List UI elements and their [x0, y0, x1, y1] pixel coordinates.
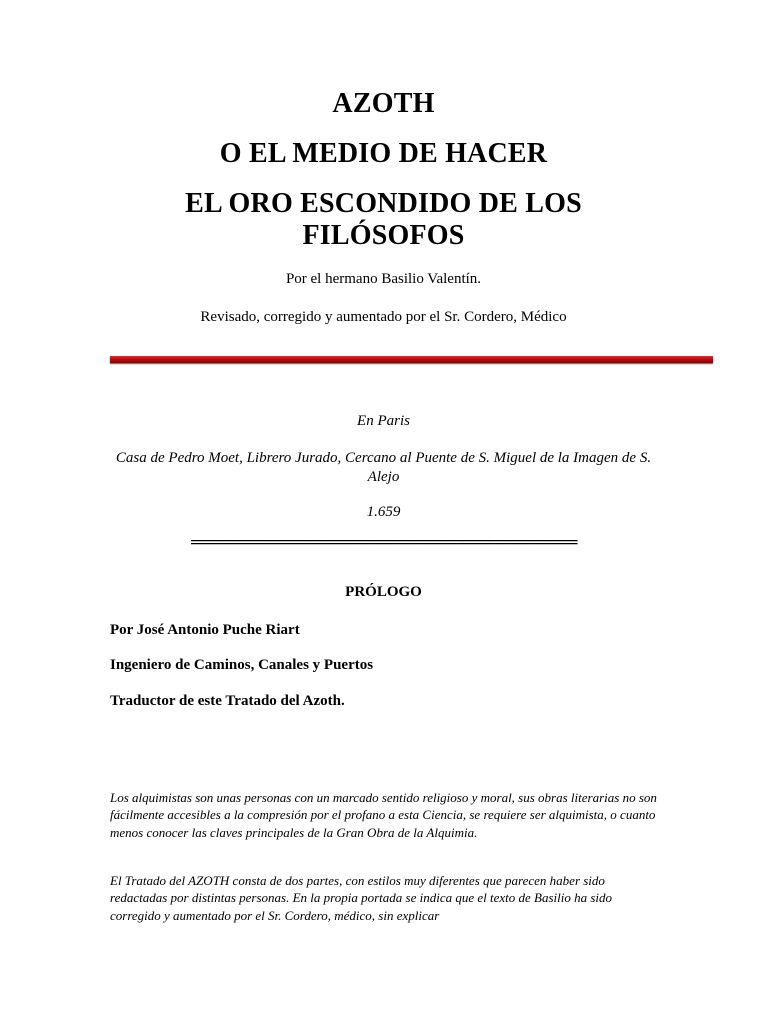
- author-line: Por el hermano Basilio Valentín.: [285, 271, 482, 287]
- prologue-author-title: Ingeniero de Caminos, Canales y Puertos: [110, 657, 374, 673]
- title-azoth: AZOTH: [332, 88, 435, 119]
- city-line: En Paris: [357, 413, 410, 429]
- prologue-author-role: Traductor de este Tratado del Azoth.: [110, 693, 345, 709]
- title-filosofos: EL ORO ESCONDIDO DE LOS FILÓSOFOS: [185, 188, 582, 251]
- paragraph-2: El Tratado del AZOTH consta de dos partes, con estilos muy diferentes que parecen haber sido redactadas por distintas personas. En la propia portada se indica que el texto de Basilio ha sido corregido y aumentado por el Sr. Cordero, médico, sin explicar: [110, 873, 613, 923]
- revision-line: Revisado, corregido y aumentado por el Sr. Cordero, Médico: [200, 309, 567, 325]
- prologue-author: Por José Antonio Puche Riart: [110, 622, 300, 638]
- publisher-line: Casa de Pedro Moet, Librero Jurado, Cercano al Puente de S. Miguel de la Imagen de S. Alejo: [115, 450, 652, 485]
- red-divider-rule: [110, 356, 713, 363]
- title-subtitle: O EL MEDIO DE HACER: [219, 138, 548, 169]
- year-line: 1.659: [366, 504, 401, 520]
- prologue-heading: PRÓLOGO: [345, 584, 422, 600]
- paragraph-1: Los alquimistas son unas personas con un marcado sentido religioso y moral, sus obras literarias no son fácilmente accesibles a la compresión por el profano a esta Ciencia, se requiere ser alquimista, o cuanto menos conocer las claves principales de la Gran Obra de la Alquimia.: [110, 790, 657, 840]
- separator-line: ==========================================================================: [190, 538, 577, 550]
